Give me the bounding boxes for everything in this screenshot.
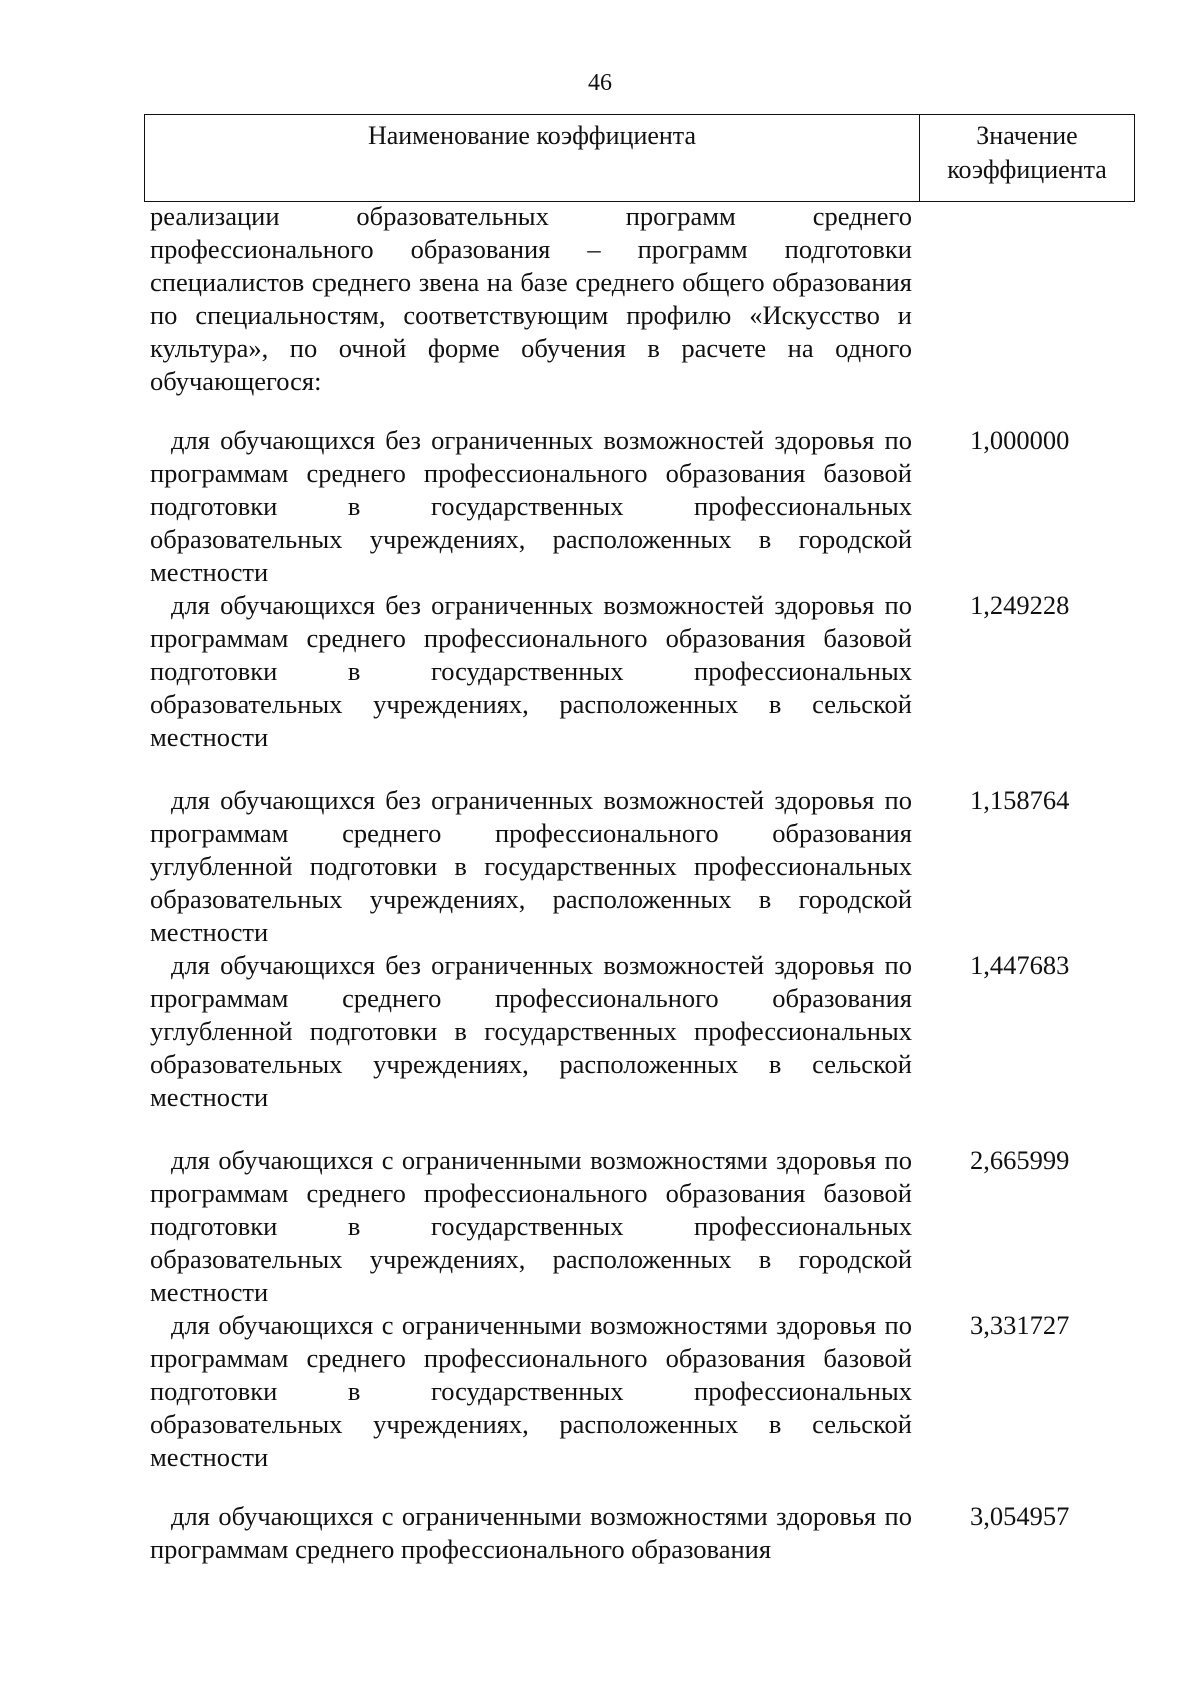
row-value: 1,249228	[970, 590, 1070, 620]
table-row	[150, 784, 1150, 949]
row-text: для обучающихся без ограниченных возможностей здоровья по программам среднего профессионального образования углубленной подготовки в государственных профессиональных образовательных учреждениях, расположенных в сельской местности	[150, 950, 912, 1112]
row-value: 3,331727	[970, 1310, 1070, 1340]
row-text: для обучающихся без ограниченных возможностей здоровья по программам среднего профессионального образования углубленной подготовки в государственных профессиональных образовательных учреждениях, расположенных в городской местности	[150, 785, 912, 947]
page-number: 46	[588, 70, 612, 96]
table-header	[144, 114, 1135, 202]
table-row	[150, 589, 1150, 754]
table-row	[150, 1144, 1150, 1309]
coefficient-table-body	[150, 200, 1150, 1566]
table-row	[150, 1500, 1150, 1566]
row-value: 1,158764	[970, 785, 1070, 815]
header-value-column: Значение коэффициента	[947, 121, 1107, 184]
row-text: для обучающихся с ограниченными возможностями здоровья по программам среднего профессионального образования	[150, 1501, 912, 1564]
row-text: для обучающихся с ограниченными возможностями здоровья по программам среднего профессионального образования базовой подготовки в государственных профессиональных образовательных учреждениях, расположенных в городской местности	[150, 1145, 912, 1307]
row-text: для обучающихся без ограниченных возможностей здоровья по программам среднего профессионального образования базовой подготовки в государственных профессиональных образовательных учреждениях, расположенных в сельской местности	[150, 590, 912, 752]
row-text: для обучающихся с ограниченными возможностями здоровья по программам среднего профессионального образования базовой подготовки в государственных профессиональных образовательных учреждениях, расположенных в сельской местности	[150, 1310, 912, 1472]
intro-paragraph: реализации образовательных программ среднего профессионального образования – программ подготовки специалистов среднего звена на базе среднего общего образования по специальностям, соответствующим профилю «Искусство и культура», по очной форме обучения в расчете на одного обучающегося:	[150, 201, 912, 396]
table-row	[150, 424, 1150, 589]
row-text: для обучающихся без ограниченных возможностей здоровья по программам среднего профессионального образования базовой подготовки в государственных профессиональных образовательных учреждениях, расположенных в городской местности	[150, 425, 912, 587]
row-value: 1,000000	[970, 425, 1070, 455]
table-row	[150, 1309, 1150, 1474]
row-value: 2,665999	[970, 1145, 1070, 1175]
row-value: 1,447683	[970, 950, 1070, 980]
table-row	[150, 949, 1150, 1114]
row-value: 3,054957	[970, 1501, 1070, 1531]
header-name-column: Наименование коэффициента	[145, 115, 920, 201]
